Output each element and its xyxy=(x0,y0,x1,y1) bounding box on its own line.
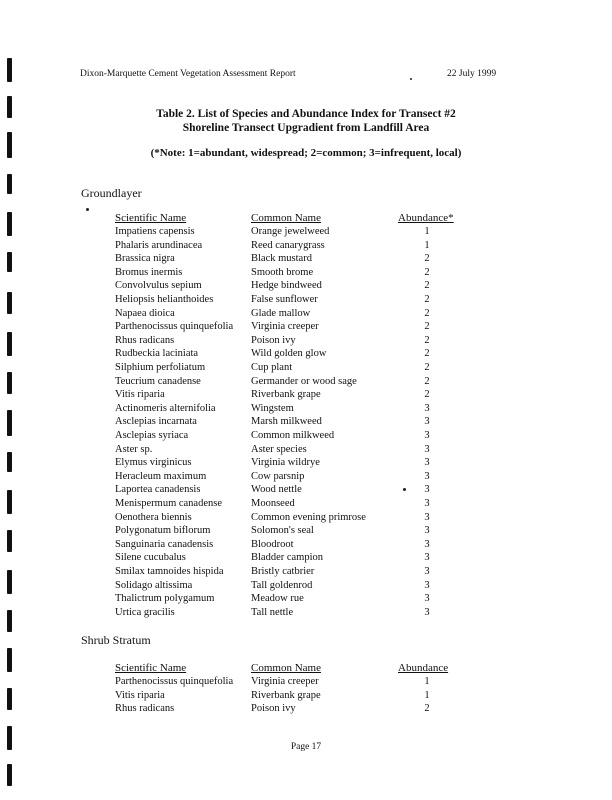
scientific-name-cell: Elymus virginicus xyxy=(115,457,192,469)
common-name-cell: Hedge bindweed xyxy=(251,280,322,292)
abundance-cell: 3 xyxy=(424,470,430,482)
shrub-heading: Shrub Stratum xyxy=(81,633,151,647)
common-name-cell: Virginia creeper xyxy=(251,676,319,687)
common-name-cell: False sunflower xyxy=(251,294,318,305)
abundance-cell: 2 xyxy=(424,334,430,346)
common-name-cell: Tall nettle xyxy=(251,606,294,618)
scientific-name-cell: Urtica gracilis xyxy=(115,606,175,618)
table-row xyxy=(0,415,612,429)
abundance-cell: 2 xyxy=(424,362,430,373)
table-row xyxy=(0,252,612,266)
abundance-cell: 2 xyxy=(424,348,430,360)
scientific-name-cell: Napaea dioica xyxy=(115,307,175,319)
page-number: Page 17 xyxy=(290,742,322,752)
table-row xyxy=(0,470,612,484)
common-name-cell: Wood nettle xyxy=(251,484,302,496)
scientific-name-cell: Silene cucubalus xyxy=(115,552,186,564)
abundance-cell: 3 xyxy=(424,579,430,591)
binder-hole-mark xyxy=(7,764,12,786)
scientific-name-cell: Solidago altissima xyxy=(115,579,193,591)
table-row xyxy=(0,334,612,348)
scientific-name-cell: Oenothera biennis xyxy=(115,511,192,523)
abundance-cell: 1 xyxy=(424,226,430,237)
abundance-cell: 2 xyxy=(424,321,430,333)
table-row xyxy=(0,225,612,239)
common-name-cell: Moonseed xyxy=(251,498,295,509)
table-row xyxy=(0,320,612,334)
scientific-name-cell: Bromus inermis xyxy=(115,266,183,278)
table-row xyxy=(0,388,612,402)
common-name-cell: Virginia creeper xyxy=(251,321,319,333)
table-row xyxy=(0,538,612,552)
abundance-cell: 3 xyxy=(424,498,430,509)
report-title: Dixon-Marquette Cement Vegetation Assessment Report xyxy=(80,69,296,79)
abundance-cell: 1 xyxy=(424,239,430,251)
common-name-cell: Virginia wildrye xyxy=(251,457,320,469)
common-name-cell: Wingstem xyxy=(251,402,294,414)
abundance-cell: 3 xyxy=(424,566,430,577)
scientific-name-cell: Convolvulus sepium xyxy=(115,280,202,292)
common-name-cell: Common evening primrose xyxy=(251,511,366,523)
table-row xyxy=(0,347,612,361)
common-name-cell: Reed canarygrass xyxy=(251,239,325,251)
scientific-name-cell: Actinomeris alternifolia xyxy=(115,402,216,414)
common-name-cell: Black mustard xyxy=(251,253,312,265)
common-name-cell: Marsh milkweed xyxy=(251,416,322,428)
common-name-cell: Germander or wood sage xyxy=(251,375,357,387)
abundance-cell: 3 xyxy=(424,552,430,564)
binder-hole-mark xyxy=(7,58,12,82)
table-subtitle: Shoreline Transect Upgradient from Landfill Area xyxy=(182,122,430,134)
common-name-cell: Aster species xyxy=(251,443,307,455)
scientific-name-cell: Impatiens capensis xyxy=(115,226,195,237)
table-row xyxy=(0,689,612,703)
scientific-name-cell: Vitis riparia xyxy=(115,689,165,701)
scientific-name-cell: Asclepias incarnata xyxy=(115,416,197,428)
table-row xyxy=(0,579,612,593)
abundance-cell: 3 xyxy=(424,484,430,496)
abundance-cell: 3 xyxy=(424,430,430,441)
scientific-name-cell: Phalaris arundinacea xyxy=(115,239,203,251)
binder-hole-mark xyxy=(7,648,12,672)
common-name-cell: Cow parsnip xyxy=(251,470,305,482)
scientific-name-cell: Heliopsis helianthoides xyxy=(115,294,214,305)
common-name-cell: Cup plant xyxy=(251,362,293,373)
common-name-cell: Solomon's seal xyxy=(251,525,314,537)
table-row xyxy=(0,702,612,716)
binder-hole-mark xyxy=(7,174,12,194)
table-row xyxy=(0,361,612,375)
abundance-cell: 1 xyxy=(424,676,430,687)
scientific-name-cell: Rudbeckia laciniata xyxy=(115,348,199,360)
scientific-name-cell: Heracleum maximum xyxy=(115,470,207,482)
table-row xyxy=(0,266,612,280)
scientific-name-cell: Asclepias syriaca xyxy=(115,430,189,441)
common-name-cell: Tall goldenrod xyxy=(251,579,313,591)
column-header-scientific: Scientific Name xyxy=(115,212,187,224)
scientific-name-cell: Vitis riparia xyxy=(115,389,165,401)
scientific-name-cell: Laportea canadensis xyxy=(115,484,201,496)
table-row xyxy=(0,293,612,307)
common-name-cell: Bladder campion xyxy=(251,552,324,564)
column-header-common: Common Name xyxy=(251,212,321,224)
table-row xyxy=(0,307,612,321)
common-name-cell: Bloodroot xyxy=(251,538,294,550)
abundance-cell: 3 xyxy=(424,511,430,523)
table-row xyxy=(0,592,612,606)
common-name-cell: Poison ivy xyxy=(251,334,296,346)
abundance-cell: 3 xyxy=(424,525,430,537)
abundance-cell: 3 xyxy=(424,402,430,414)
scientific-name-cell: Parthenocissus quinquefolia xyxy=(115,676,234,687)
common-name-cell: Wild golden glow xyxy=(251,348,327,360)
abundance-cell: 3 xyxy=(424,457,430,469)
table-row xyxy=(0,606,612,620)
table-row xyxy=(0,429,612,443)
abundance-cell: 3 xyxy=(424,443,430,455)
column-header-common: Common Name xyxy=(251,662,321,674)
common-name-cell: Riverbank grape xyxy=(251,389,321,401)
scientific-name-cell: Thalictrum polygamum xyxy=(115,593,215,605)
table-row xyxy=(0,483,612,497)
table-row xyxy=(0,375,612,389)
scientific-name-cell: Menispermum canadense xyxy=(115,498,223,509)
table-row xyxy=(0,497,612,511)
common-name-cell: Bristly catbrier xyxy=(251,566,315,577)
abundance-cell: 2 xyxy=(424,294,430,305)
abundance-cell: 2 xyxy=(424,280,430,292)
common-name-cell: Orange jewelweed xyxy=(251,226,330,237)
abundance-cell: 3 xyxy=(424,593,430,605)
common-name-cell: Meadow rue xyxy=(251,593,304,605)
report-date: 22 July 1999 xyxy=(447,69,497,79)
table-note: (*Note: 1=abundant, widespread; 2=common; 3=infrequent, local) xyxy=(150,147,462,159)
scientific-name-cell: Smilax tamnoides hispida xyxy=(115,566,224,577)
common-name-cell: Riverbank grape xyxy=(251,689,321,701)
abundance-cell: 3 xyxy=(424,416,430,428)
abundance-cell: 2 xyxy=(424,307,430,319)
table-title: Table 2. List of Species and Abundance Index for Transect #2 xyxy=(156,108,456,120)
scientific-name-cell: Polygonatum biflorum xyxy=(115,525,211,537)
scientific-name-cell: Teucrium canadense xyxy=(115,375,201,387)
table-row xyxy=(0,551,612,565)
scientific-name-cell: Rhus radicans xyxy=(115,334,175,346)
groundlayer-heading: Groundlayer xyxy=(81,186,142,200)
scientific-name-cell: Rhus radicans xyxy=(115,703,175,715)
abundance-cell: 2 xyxy=(424,375,430,387)
table-row xyxy=(0,565,612,579)
table-row xyxy=(0,443,612,457)
abundance-cell: 2 xyxy=(424,703,430,715)
scientific-name-cell: Aster sp. xyxy=(115,443,153,455)
abundance-cell: 2 xyxy=(424,266,430,278)
table-row xyxy=(0,524,612,538)
abundance-cell: 3 xyxy=(424,538,430,550)
table-row xyxy=(0,456,612,470)
table-row xyxy=(0,675,612,689)
table-row xyxy=(0,239,612,253)
common-name-cell: Common milkweed xyxy=(251,430,335,441)
column-header-abundance: Abundance xyxy=(398,662,449,674)
abundance-cell: 3 xyxy=(424,606,430,618)
scan-speck xyxy=(410,78,412,80)
table-row xyxy=(0,279,612,293)
scientific-name-cell: Silphium perfoliatum xyxy=(115,362,206,373)
abundance-cell: 1 xyxy=(424,689,430,701)
scientific-name-cell: Sanguinaria canadensis xyxy=(115,538,214,550)
scientific-name-cell: Brassica nigra xyxy=(115,253,175,265)
scan-speck xyxy=(86,208,89,211)
common-name-cell: Poison ivy xyxy=(251,703,296,715)
common-name-cell: Smooth brome xyxy=(251,266,314,278)
scientific-name-cell: Parthenocissus quinquefolia xyxy=(115,321,234,333)
abundance-cell: 2 xyxy=(424,389,430,401)
column-header-abundance: Abundance* xyxy=(398,212,454,224)
table-row xyxy=(0,402,612,416)
table-row xyxy=(0,511,612,525)
abundance-cell: 2 xyxy=(424,253,430,265)
column-header-scientific: Scientific Name xyxy=(115,662,187,674)
common-name-cell: Glade mallow xyxy=(251,307,311,319)
